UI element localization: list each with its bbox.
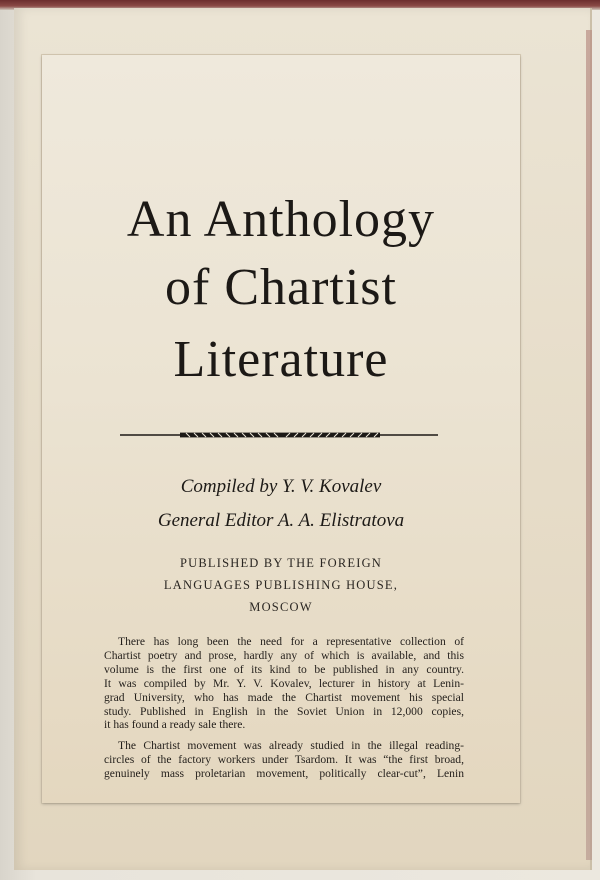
compiled-by-credit: Compiled by Y. V. Kovalev [180,476,382,497]
intro-paragraph-2 [104,739,464,781]
publisher-line-1: PUBLISHED BY THE FOREIGN [179,556,383,570]
title-line-2: of Chartist [165,259,397,316]
paragraph-line: The Chartist movement was already studied in the illegal reading- [118,739,464,752]
title-leaflet [42,55,520,803]
publisher-line-3: MOSCOW [249,600,313,614]
paragraph-line: grad University, who has made the Chartist movement his special [104,690,464,704]
title-line-1: An Anthology [126,191,436,248]
publisher-line-2: LANGUAGES PUBLISHING HOUSE, [163,578,399,592]
paragraph-line: genuinely mass proletarian movement, politically clear-cut”, Lenin [104,766,464,780]
general-editor-credit: General Editor A. A. Elistratova [157,510,405,531]
paragraph-line: it has found a ready sale there. [104,718,246,732]
publisher-imprint [42,552,520,618]
paragraph-line: There has long been the need for a representative collection of [118,635,464,648]
paragraph-line: study. Published in English in the Soviet Union in 12,000 copies, [104,704,464,718]
paragraph-line: Chartist poetry and prose, hardly any of which is available, and this [104,648,464,662]
paragraph-line: volume is the first one of its kind to be published in any country. [104,662,464,676]
paragraph-line: It was compiled by Mr. Y. V. Kovalev, lecturer in history at Lenin- [104,676,464,690]
intro-paragraph-1 [104,635,464,732]
paragraph-line: circles of the factory workers under Tsardom. It was “the first broad, [104,752,464,766]
decorative-rule [120,430,438,440]
title-line-3: Literature [173,331,389,388]
book-spine-edge [586,30,592,860]
